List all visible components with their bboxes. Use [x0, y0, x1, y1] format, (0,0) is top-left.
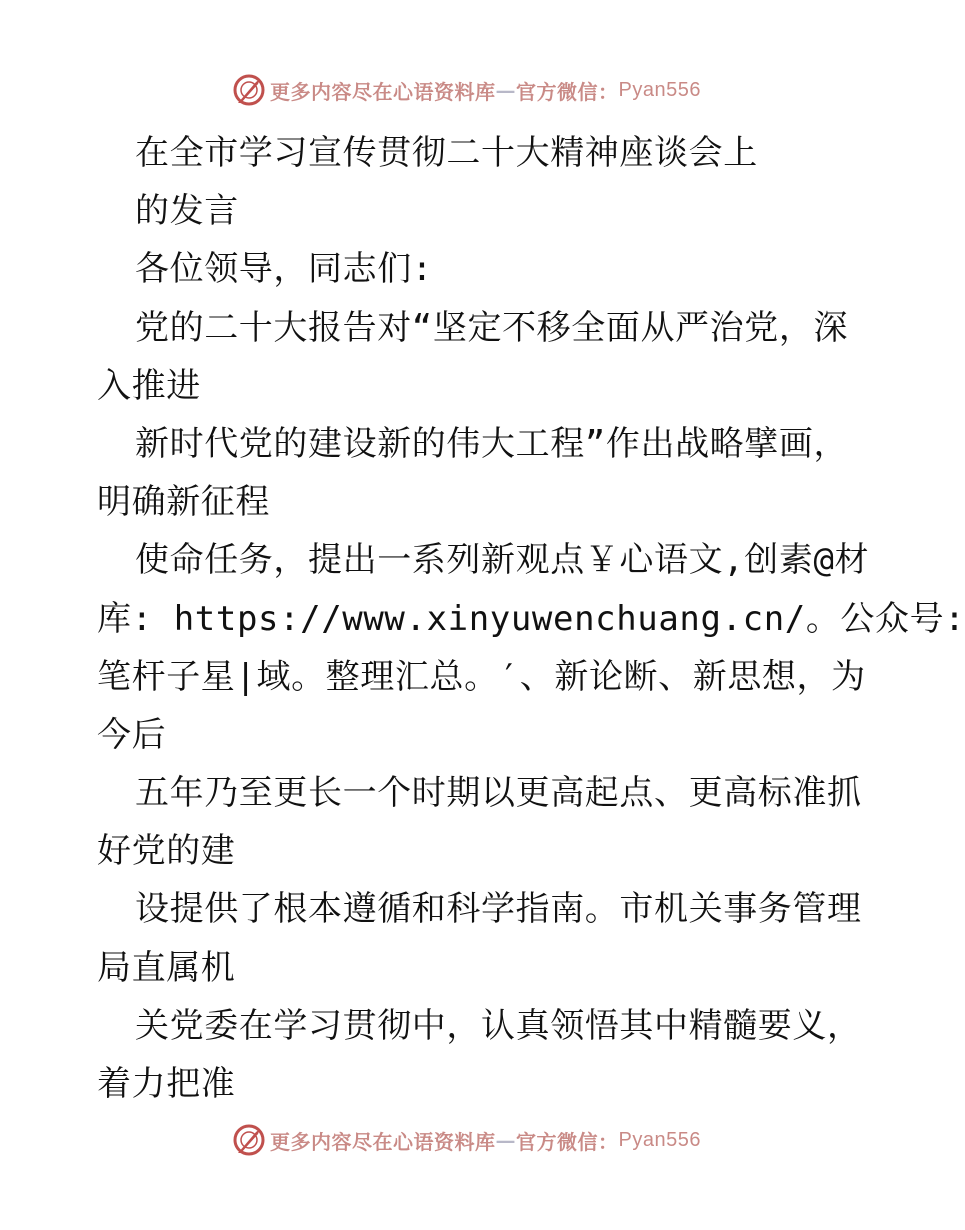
watermark-account: Pyan556: [618, 78, 701, 101]
document-line: 的发言: [135, 191, 239, 232]
document-line: 在全市学习宣传贯彻二十大精神座谈会上: [135, 133, 758, 173]
watermark-dash: —: [495, 1128, 516, 1152]
document-line: 入推进: [97, 365, 201, 406]
document-line: 好党的建: [97, 831, 236, 872]
quill-logo-icon: [232, 1123, 266, 1157]
document-line: 各位领导，同志们:: [135, 249, 433, 290]
document-line: 新时代党的建设新的伟大工程”作出战略擘画，: [135, 423, 849, 464]
quill-logo-icon: [232, 73, 266, 107]
watermark-account: Pyan556: [618, 1128, 701, 1151]
document-line: 五年乃至更长一个时期以更高起点、更高标准抓: [135, 773, 862, 814]
document-line: 明确新征程: [97, 482, 270, 523]
watermark-official-label: 官方微信：: [516, 1129, 619, 1154]
document-body: [97, 124, 965, 1113]
header-watermark: [232, 70, 701, 110]
document-line: 库: https://www.xinyuwenchuang.cn/。公众号:: [97, 598, 965, 639]
document-line: 局直属机: [97, 947, 236, 988]
watermark-official-label: 官方微信：: [516, 79, 619, 104]
watermark-main-text: 更多内容尽在心语资料库: [270, 1129, 496, 1154]
footer-watermark: [232, 1120, 701, 1160]
watermark-dash: —: [495, 78, 516, 102]
document-line: 设提供了根本遵循和科学指南。市机关事务管理: [135, 889, 862, 930]
document-line: 党的二十大报告对“坚定不移全面从严治党，深: [135, 307, 849, 348]
document-line: 笔杆子星|域。整理汇总。′、新论断、新思想，为: [97, 656, 866, 697]
document-line: 着力把准: [97, 1064, 236, 1104]
document-line: 使命任务，提出一系列新观点￥心语文,创素@材: [135, 540, 870, 581]
document-line: 今后: [97, 714, 167, 755]
document-line: 关党委在学习贯彻中，认真领悟其中精髓要义，: [135, 1005, 862, 1046]
watermark-main-text: 更多内容尽在心语资料库: [270, 79, 496, 104]
